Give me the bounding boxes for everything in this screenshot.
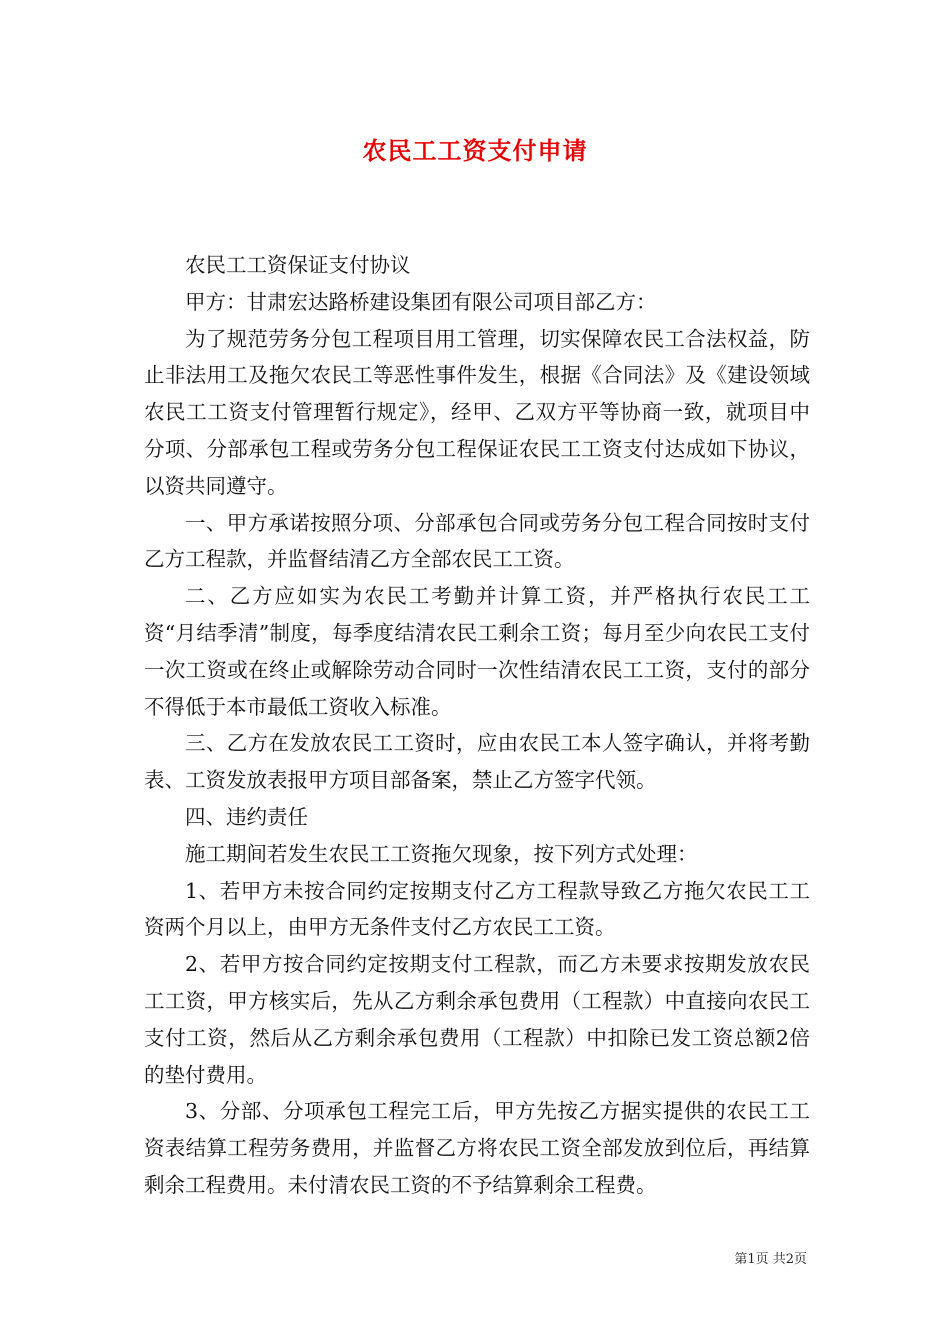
paragraph-breach-intro: 施工期间若发生农民工工资拖欠现象，按下列方式处理： bbox=[185, 841, 698, 866]
paragraph-breach-item-2: 2、若甲方按合同约定按期支付工程款，而乙方未要求按期发放农民工工资，甲方核实后，先从乙方剩余承包费用（工程款）中直接向农民工支付工资，然后从乙方剩余承包费用（工程款）中扣除已发工资总额2倍的垫付费用。 bbox=[144, 952, 810, 1087]
paragraph-parties: 甲方：甘肃宏达路桥建设集团有限公司项目部乙方： bbox=[185, 289, 657, 314]
paragraph-breach-item-3: 3、分部、分项承包工程完工后，甲方先按乙方据实提供的农民工工资表结算工程劳务费用，并监督乙方将农民工资全部发放到位后，再结算剩余工程费用。未付清农民工资的不予结算剩余工程费。 bbox=[144, 1099, 810, 1197]
paragraph-preamble: 为了规范劳务分包工程项目用工管理，切实保障农民工合法权益，防止非法用工及拖欠农民工等恶性事件发生，根据《合同法》及《建设领域农民工工资支付管理暂行规定》，经甲、乙双方平等协商一致，就项目中分项、分部承包工程或劳务分包工程保证农民工工资支付达成如下协议，以资共同遵守。 bbox=[144, 326, 810, 498]
paragraph-agreement-heading: 农民工工资保证支付协议 bbox=[185, 253, 411, 277]
paragraph-clause-2: 二、乙方应如实为农民工考勤并计算工资，并严格执行农民工工资“月结季清”制度，每季度结清农民工剩余工资；每月至少向农民工支付一次工资或在终止或解除劳动合同时一次性结清农民工工资，支付的部分不得低于本市最低工资收入标准。 bbox=[144, 584, 810, 719]
paragraph-clause-1: 一、甲方承诺按照分项、分部承包合同或劳务分包工程合同按时支付乙方工程款，并监督结清乙方全部农民工工资。 bbox=[144, 510, 810, 572]
document-body bbox=[144, 247, 810, 1204]
page-title: 农民工工资支付申请 bbox=[362, 136, 588, 165]
paragraph-clause-3: 三、乙方在发放农民工工资时，应由农民工本人签字确认，并将考勤表、工资发放表报甲方项目部备案，禁止乙方签字代领。 bbox=[144, 731, 810, 793]
paragraph-breach-item-1: 1、若甲方未按合同约定按期支付乙方工程款导致乙方拖欠农民工工资两个月以上，由甲方无条件支付乙方农民工工资。 bbox=[144, 878, 810, 940]
page-number: 第1页 共2页 bbox=[734, 1252, 807, 1267]
paragraph-clause-4-heading: 四、违约责任 bbox=[185, 804, 308, 829]
